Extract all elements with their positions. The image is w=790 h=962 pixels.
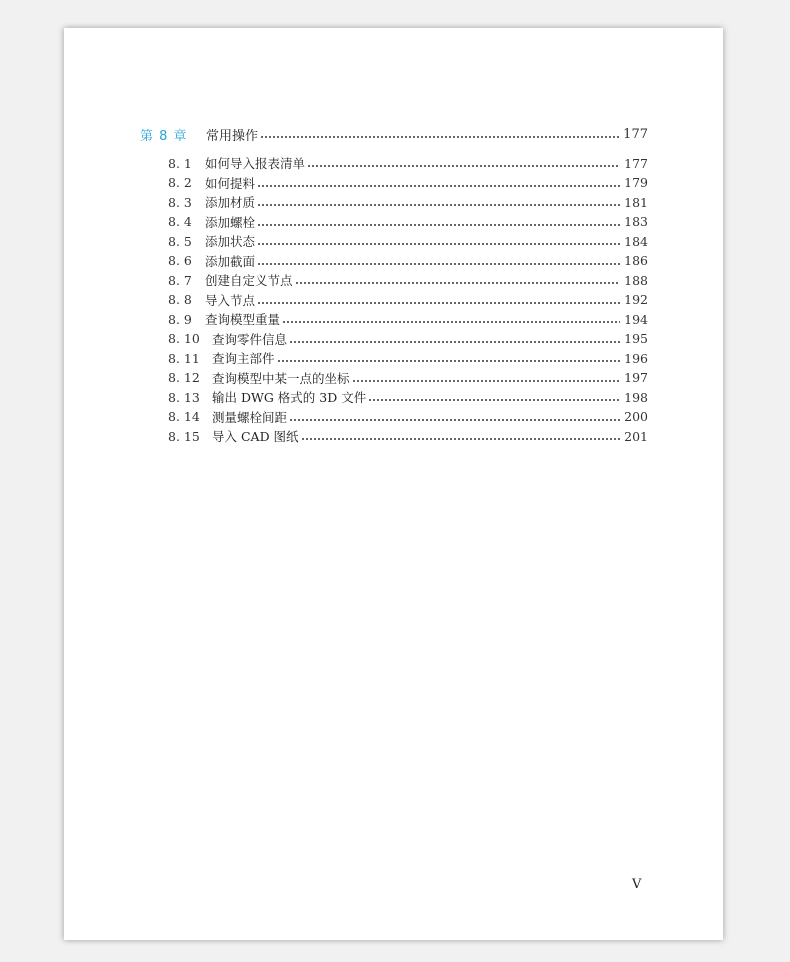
section-number: 8. 15 [168,428,200,444]
toc-section-entry[interactable] [168,252,648,270]
section-title: 导入 CAD 图纸 [212,429,299,444]
section-number: 8. 5 [168,233,192,249]
page-number: 200 [624,409,648,424]
chapter-title: 常用操作 [206,128,259,144]
toc-section-entry[interactable] [168,271,648,289]
dot-leader [352,380,621,382]
page-number: 195 [624,331,648,346]
toc-section-entry[interactable] [168,369,648,387]
section-number: 8. 8 [168,292,192,307]
section-title: 如何导入报表清单 [205,156,306,171]
toc-section-entry[interactable] [168,232,648,250]
dot-leader [368,399,620,401]
page-number: 184 [624,233,648,249]
dot-leader [289,419,620,421]
page-number: 179 [624,175,648,190]
page-number: 201 [624,428,648,444]
page-number: 186 [624,253,648,268]
page-number: 196 [624,350,648,366]
section-title: 添加状态 [205,234,256,249]
section-title: 查询主部件 [212,351,275,366]
toc-section-entry[interactable] [168,349,648,367]
page-number: 192 [624,292,648,307]
dot-leader [307,165,620,167]
section-title: 查询模型中某一点的坐标 [212,370,350,386]
page-number: 198 [624,389,648,405]
section-title: 如何提料 [205,175,256,191]
toc-chapter-entry[interactable] [140,125,648,143]
section-number: 8. 10 [168,331,200,346]
toc-section-entry[interactable] [168,213,648,231]
dot-leader [282,321,620,323]
toc-section-entry[interactable] [168,193,648,211]
page-number: 181 [624,194,648,210]
section-number: 8. 3 [168,194,192,210]
page-number: 194 [624,311,648,327]
section-number: 8. 9 [168,311,192,327]
section-title: 添加截面 [205,253,256,269]
toc-section-entry[interactable] [168,330,648,348]
toc-section-entry[interactable] [168,174,648,192]
toc-section-entry[interactable] [168,427,648,445]
section-number: 8. 12 [168,370,200,385]
dot-leader [257,302,620,304]
section-number: 8. 1 [168,155,192,171]
page-number: 177 [623,126,648,142]
toc-section-entry[interactable] [168,291,648,309]
page-number: 188 [624,272,648,288]
section-number: 8. 4 [168,214,192,229]
page-number: 197 [624,370,648,385]
dot-leader [295,282,621,284]
section-title: 查询零件信息 [212,331,288,347]
section-number: 8. 14 [168,409,200,424]
toc-section-entry[interactable] [168,388,648,406]
toc-section-entry[interactable] [168,408,648,426]
section-title: 导入节点 [205,292,256,308]
section-title: 添加材质 [205,195,256,210]
dot-leader [257,185,620,187]
section-title: 输出 DWG 格式的 3D 文件 [212,390,367,405]
page-number: 177 [624,155,648,171]
section-number: 8. 7 [168,272,192,288]
dot-leader [277,360,621,362]
section-title: 查询模型重量 [205,312,281,327]
dot-leader [301,438,621,440]
page-folio: V [632,877,642,892]
dot-leader [289,341,620,343]
dot-leader [257,243,620,245]
toc-section-entry[interactable] [168,310,648,328]
section-number: 8. 11 [168,350,200,366]
toc-section-entry[interactable] [168,154,648,172]
section-number: 8. 6 [168,253,192,268]
page-number: 183 [624,214,648,229]
dot-leader [257,224,620,226]
dot-leader [257,204,620,206]
dot-leader [260,136,619,138]
section-title: 添加螺栓 [205,214,256,230]
dot-leader [257,263,620,265]
section-number: 8. 2 [168,175,192,190]
section-title: 测量螺栓间距 [212,409,288,425]
section-title: 创建自定义节点 [205,273,293,288]
section-number: 8. 13 [168,389,200,405]
chapter-label: 第 8 章 [140,128,188,144]
